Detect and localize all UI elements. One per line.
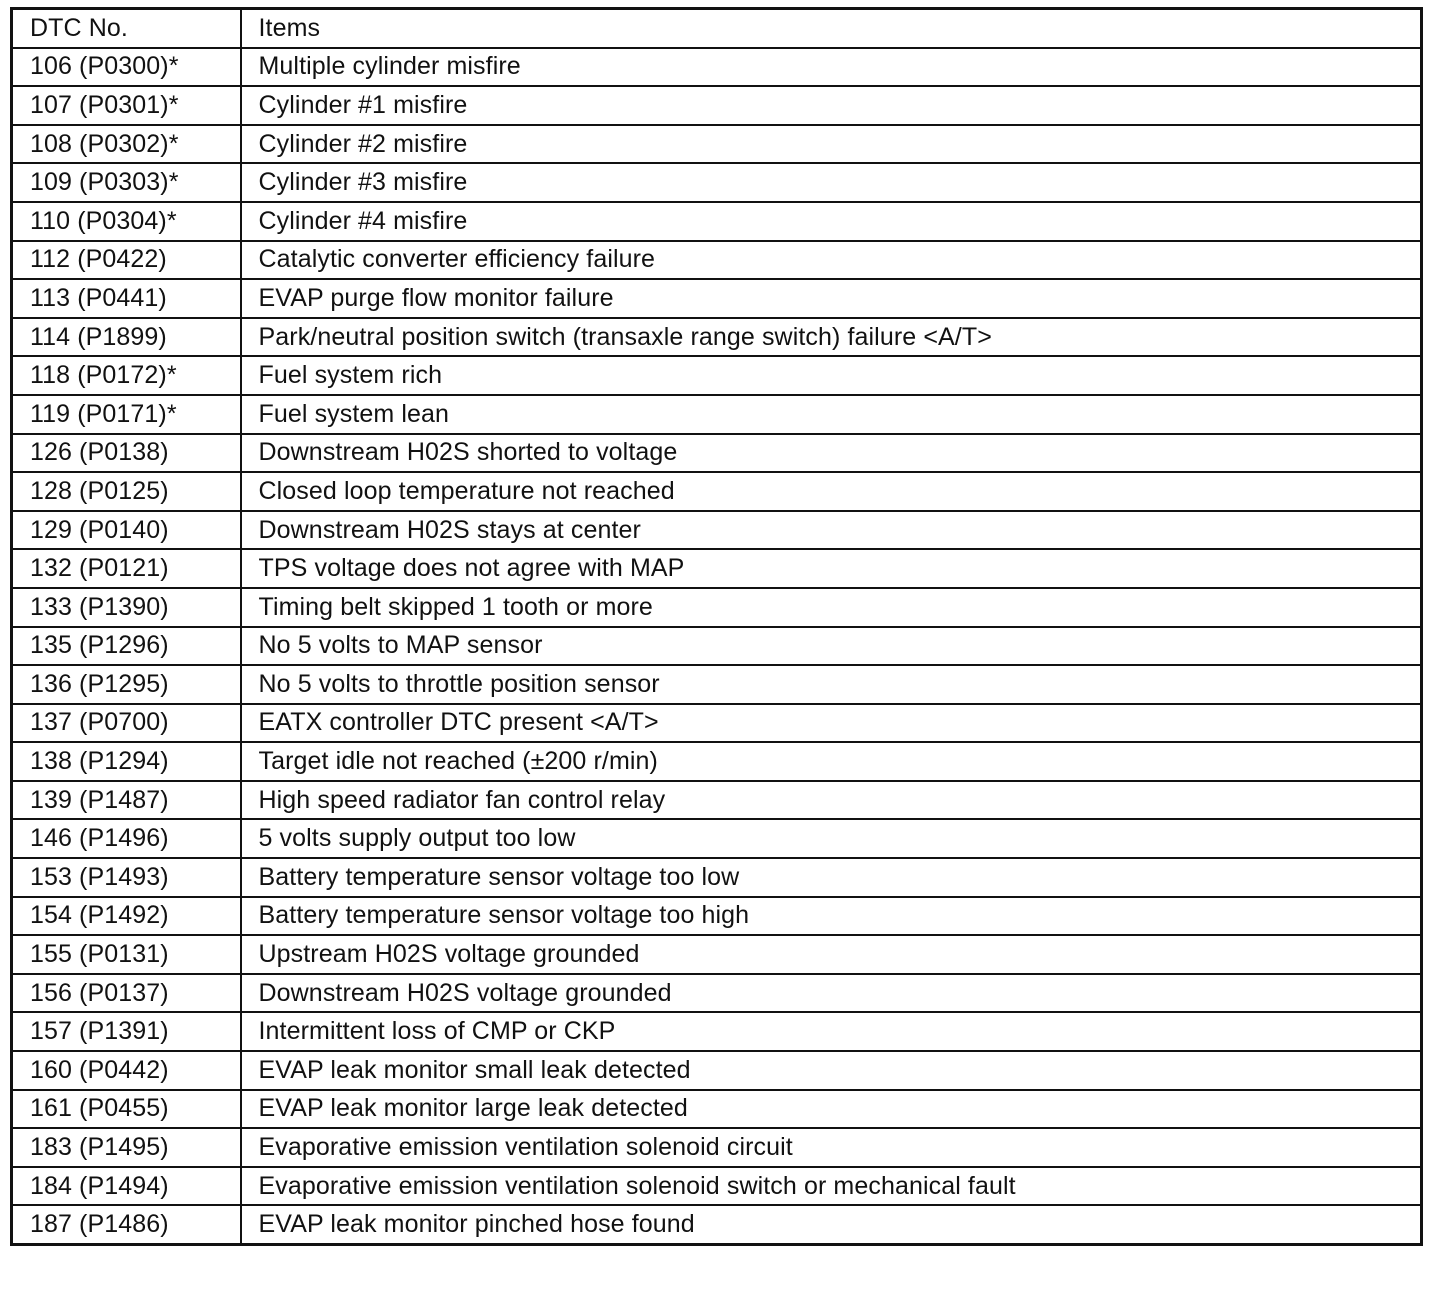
- table-row: [12, 48, 1422, 87]
- dtc-code-cell: 137 (P0700): [12, 704, 241, 743]
- dtc-code-cell: 155 (P0131): [12, 935, 241, 974]
- dtc-item-cell: Fuel system lean: [241, 395, 1422, 434]
- table-row: [12, 202, 1422, 241]
- table-row: [12, 1090, 1422, 1129]
- dtc-code-cell: 156 (P0137): [12, 974, 241, 1013]
- dtc-item-cell: EVAP leak monitor large leak detected: [241, 1090, 1422, 1129]
- dtc-code-cell: 187 (P1486): [12, 1205, 241, 1244]
- dtc-item-cell: Target idle not reached (±200 r/min): [241, 742, 1422, 781]
- dtc-table-header: [12, 9, 1422, 48]
- dtc-item-cell: Cylinder #2 misfire: [241, 125, 1422, 164]
- dtc-code-cell: 135 (P1296): [12, 627, 241, 666]
- dtc-item-cell: Battery temperature sensor voltage too high: [241, 897, 1422, 936]
- table-row: [12, 665, 1422, 704]
- dtc-code-cell: 157 (P1391): [12, 1012, 241, 1051]
- dtc-item-cell: EVAP leak monitor small leak detected: [241, 1051, 1422, 1090]
- dtc-table: [10, 7, 1423, 1246]
- table-row: [12, 588, 1422, 627]
- dtc-code-cell: 129 (P0140): [12, 511, 241, 550]
- table-row: [12, 511, 1422, 550]
- dtc-code-cell: 110 (P0304)*: [12, 202, 241, 241]
- table-row: [12, 241, 1422, 280]
- table-row: [12, 742, 1422, 781]
- table-row: [12, 125, 1422, 164]
- table-row: [12, 781, 1422, 820]
- dtc-item-cell: Fuel system rich: [241, 356, 1422, 395]
- dtc-item-cell: Downstream H02S shorted to voltage: [241, 434, 1422, 473]
- table-row: [12, 86, 1422, 125]
- table-row: [12, 1051, 1422, 1090]
- dtc-code-cell: 183 (P1495): [12, 1128, 241, 1167]
- dtc-code-cell: 108 (P0302)*: [12, 125, 241, 164]
- dtc-item-cell: Closed loop temperature not reached: [241, 472, 1422, 511]
- table-row: [12, 935, 1422, 974]
- header-row: [12, 9, 1422, 48]
- dtc-item-cell: Evaporative emission ventilation solenoid circuit: [241, 1128, 1422, 1167]
- dtc-item-cell: No 5 volts to MAP sensor: [241, 627, 1422, 666]
- dtc-item-cell: Downstream H02S voltage grounded: [241, 974, 1422, 1013]
- dtc-item-cell: High speed radiator fan control relay: [241, 781, 1422, 820]
- dtc-item-cell: EVAP purge flow monitor failure: [241, 279, 1422, 318]
- header-items: Items: [241, 9, 1422, 48]
- dtc-code-cell: 161 (P0455): [12, 1090, 241, 1129]
- dtc-item-cell: Catalytic converter efficiency failure: [241, 241, 1422, 280]
- dtc-item-cell: TPS voltage does not agree with MAP: [241, 549, 1422, 588]
- dtc-code-cell: 139 (P1487): [12, 781, 241, 820]
- table-row: [12, 1167, 1422, 1206]
- dtc-code-cell: 154 (P1492): [12, 897, 241, 936]
- dtc-code-cell: 109 (P0303)*: [12, 163, 241, 202]
- dtc-code-cell: 118 (P0172)*: [12, 356, 241, 395]
- dtc-item-cell: Downstream H02S stays at center: [241, 511, 1422, 550]
- dtc-item-cell: EVAP leak monitor pinched hose found: [241, 1205, 1422, 1244]
- dtc-item-cell: Intermittent loss of CMP or CKP: [241, 1012, 1422, 1051]
- dtc-code-cell: 107 (P0301)*: [12, 86, 241, 125]
- dtc-item-cell: No 5 volts to throttle position sensor: [241, 665, 1422, 704]
- table-row: [12, 279, 1422, 318]
- dtc-code-cell: 128 (P0125): [12, 472, 241, 511]
- table-row: [12, 627, 1422, 666]
- dtc-item-cell: Park/neutral position switch (transaxle range switch) failure <A/T>: [241, 318, 1422, 357]
- dtc-code-cell: 153 (P1493): [12, 858, 241, 897]
- dtc-code-cell: 119 (P0171)*: [12, 395, 241, 434]
- dtc-table-container: [10, 7, 1420, 1246]
- table-row: [12, 395, 1422, 434]
- dtc-item-cell: EATX controller DTC present <A/T>: [241, 704, 1422, 743]
- dtc-code-cell: 133 (P1390): [12, 588, 241, 627]
- header-dtc-no: DTC No.: [12, 9, 241, 48]
- table-row: [12, 549, 1422, 588]
- dtc-item-cell: Cylinder #1 misfire: [241, 86, 1422, 125]
- table-row: [12, 704, 1422, 743]
- dtc-code-cell: 113 (P0441): [12, 279, 241, 318]
- dtc-code-cell: 112 (P0422): [12, 241, 241, 280]
- dtc-code-cell: 114 (P1899): [12, 318, 241, 357]
- table-row: [12, 1012, 1422, 1051]
- dtc-item-cell: Evaporative emission ventilation solenoid switch or mechanical fault: [241, 1167, 1422, 1206]
- table-row: [12, 1205, 1422, 1244]
- table-row: [12, 434, 1422, 473]
- dtc-code-cell: 136 (P1295): [12, 665, 241, 704]
- table-row: [12, 897, 1422, 936]
- dtc-item-cell: Battery temperature sensor voltage too low: [241, 858, 1422, 897]
- table-row: [12, 1128, 1422, 1167]
- table-row: [12, 356, 1422, 395]
- dtc-item-cell: Cylinder #4 misfire: [241, 202, 1422, 241]
- dtc-code-cell: 184 (P1494): [12, 1167, 241, 1206]
- table-row: [12, 318, 1422, 357]
- dtc-table-body: [12, 48, 1422, 1245]
- dtc-code-cell: 126 (P0138): [12, 434, 241, 473]
- dtc-item-cell: Upstream H02S voltage grounded: [241, 935, 1422, 974]
- dtc-item-cell: Cylinder #3 misfire: [241, 163, 1422, 202]
- dtc-code-cell: 132 (P0121): [12, 549, 241, 588]
- dtc-code-cell: 160 (P0442): [12, 1051, 241, 1090]
- dtc-code-cell: 138 (P1294): [12, 742, 241, 781]
- dtc-item-cell: Multiple cylinder misfire: [241, 48, 1422, 87]
- table-row: [12, 163, 1422, 202]
- dtc-code-cell: 106 (P0300)*: [12, 48, 241, 87]
- dtc-code-cell: 146 (P1496): [12, 819, 241, 858]
- table-row: [12, 472, 1422, 511]
- table-row: [12, 819, 1422, 858]
- table-row: [12, 858, 1422, 897]
- dtc-item-cell: 5 volts supply output too low: [241, 819, 1422, 858]
- table-row: [12, 974, 1422, 1013]
- dtc-item-cell: Timing belt skipped 1 tooth or more: [241, 588, 1422, 627]
